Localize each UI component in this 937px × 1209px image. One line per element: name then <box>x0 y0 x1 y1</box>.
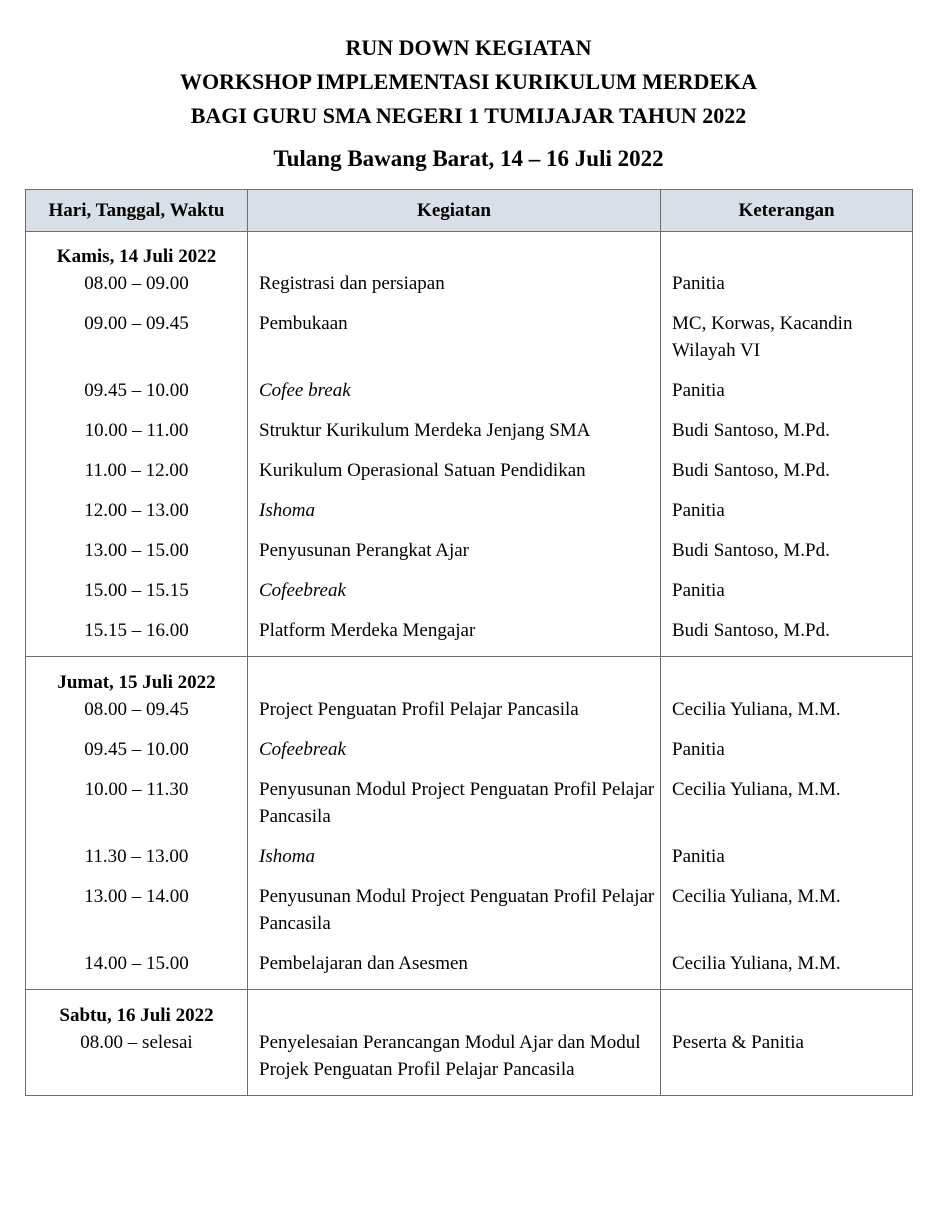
note-cell: Panitia <box>661 377 913 417</box>
activity-cell: Cofee break <box>248 377 661 417</box>
empty-cell <box>661 232 913 271</box>
time-cell: 10.00 – 11.30 <box>26 776 248 843</box>
day-row <box>26 657 913 697</box>
note-cell: Cecilia Yuliana, M.M. <box>661 950 913 990</box>
table-row <box>26 617 913 657</box>
activity-cell: Penyusunan Perangkat Ajar <box>248 537 661 577</box>
empty-cell <box>248 232 661 271</box>
rundown-table <box>25 189 913 1096</box>
note-cell: Panitia <box>661 270 913 310</box>
table-row <box>26 843 913 883</box>
table-row <box>26 1029 913 1096</box>
time-cell: 14.00 – 15.00 <box>26 950 248 990</box>
day-label: Jumat, 15 Juli 2022 <box>26 657 248 697</box>
day-row <box>26 990 913 1030</box>
table-body <box>26 232 913 1096</box>
time-cell: 11.30 – 13.00 <box>26 843 248 883</box>
table-header-row <box>26 190 913 232</box>
day-label: Sabtu, 16 Juli 2022 <box>26 990 248 1030</box>
note-cell: Cecilia Yuliana, M.M. <box>661 883 913 950</box>
note-cell: Budi Santoso, M.Pd. <box>661 617 913 657</box>
day-row <box>26 232 913 271</box>
activity-cell: Pembukaan <box>248 310 661 377</box>
empty-cell <box>248 990 661 1030</box>
note-cell: Budi Santoso, M.Pd. <box>661 417 913 457</box>
note-cell: Cecilia Yuliana, M.M. <box>661 776 913 843</box>
column-header-note: Keterangan <box>661 190 913 232</box>
time-cell: 13.00 – 15.00 <box>26 537 248 577</box>
activity-cell: Struktur Kurikulum Merdeka Jenjang SMA <box>248 417 661 457</box>
time-cell: 08.00 – 09.45 <box>26 696 248 736</box>
note-cell: Panitia <box>661 497 913 537</box>
time-cell: 13.00 – 14.00 <box>26 883 248 950</box>
column-header-time: Hari, Tanggal, Waktu <box>26 190 248 232</box>
note-cell: Peserta & Panitia <box>661 1029 913 1096</box>
time-cell: 15.00 – 15.15 <box>26 577 248 617</box>
note-cell: MC, Korwas, Kacandin Wilayah VI <box>661 310 913 377</box>
table-row <box>26 950 913 990</box>
time-cell: 10.00 – 11.00 <box>26 417 248 457</box>
title-line-2: WORKSHOP IMPLEMENTASI KURIKULUM MERDEKA <box>179 69 758 94</box>
table-row <box>26 497 913 537</box>
note-cell: Panitia <box>661 736 913 776</box>
time-cell: 15.15 – 16.00 <box>26 617 248 657</box>
activity-cell: Pembelajaran dan Asesmen <box>248 950 661 990</box>
activity-cell: Penyusunan Modul Project Penguatan Profil Pelajar Pancasila <box>248 776 661 843</box>
table-row <box>26 310 913 377</box>
time-cell: 09.45 – 10.00 <box>26 377 248 417</box>
time-cell: 08.00 – 09.00 <box>26 270 248 310</box>
activity-cell: Ishoma <box>248 843 661 883</box>
time-cell: 08.00 – selesai <box>26 1029 248 1096</box>
activity-cell: Cofeebreak <box>248 577 661 617</box>
empty-cell <box>661 657 913 697</box>
activity-cell: Cofeebreak <box>248 736 661 776</box>
document-title <box>0 31 937 133</box>
time-cell: 09.00 – 09.45 <box>26 310 248 377</box>
note-cell: Cecilia Yuliana, M.M. <box>661 696 913 736</box>
document-subtitle: Tulang Bawang Barat, 14 – 16 Juli 2022 <box>273 146 664 171</box>
empty-cell <box>661 990 913 1030</box>
table-row <box>26 377 913 417</box>
activity-cell: Penyelesaian Perancangan Modul Ajar dan Modul Projek Penguatan Profil Pelajar Pancasila <box>248 1029 661 1096</box>
activity-cell: Kurikulum Operasional Satuan Pendidikan <box>248 457 661 497</box>
table-row <box>26 736 913 776</box>
table-row <box>26 776 913 843</box>
activity-cell: Ishoma <box>248 497 661 537</box>
time-cell: 11.00 – 12.00 <box>26 457 248 497</box>
column-header-activity: Kegiatan <box>248 190 661 232</box>
note-cell: Budi Santoso, M.Pd. <box>661 457 913 497</box>
note-cell: Panitia <box>661 843 913 883</box>
title-line-3: BAGI GURU SMA NEGERI 1 TUMIJAJAR TAHUN 2022 <box>190 103 747 128</box>
activity-cell: Penyusunan Modul Project Penguatan Profil Pelajar Pancasila <box>248 883 661 950</box>
activity-cell: Platform Merdeka Mengajar <box>248 617 661 657</box>
table-row <box>26 270 913 310</box>
activity-cell: Registrasi dan persiapan <box>248 270 661 310</box>
time-cell: 12.00 – 13.00 <box>26 497 248 537</box>
activity-cell: Project Penguatan Profil Pelajar Pancasila <box>248 696 661 736</box>
time-cell: 09.45 – 10.00 <box>26 736 248 776</box>
note-cell: Budi Santoso, M.Pd. <box>661 537 913 577</box>
title-line-1: RUN DOWN KEGIATAN <box>345 35 592 60</box>
table-row <box>26 457 913 497</box>
table-row <box>26 537 913 577</box>
table-row <box>26 577 913 617</box>
table-row <box>26 883 913 950</box>
note-cell: Panitia <box>661 577 913 617</box>
empty-cell <box>248 657 661 697</box>
table-row <box>26 696 913 736</box>
day-label: Kamis, 14 Juli 2022 <box>26 232 248 271</box>
table-row <box>26 417 913 457</box>
